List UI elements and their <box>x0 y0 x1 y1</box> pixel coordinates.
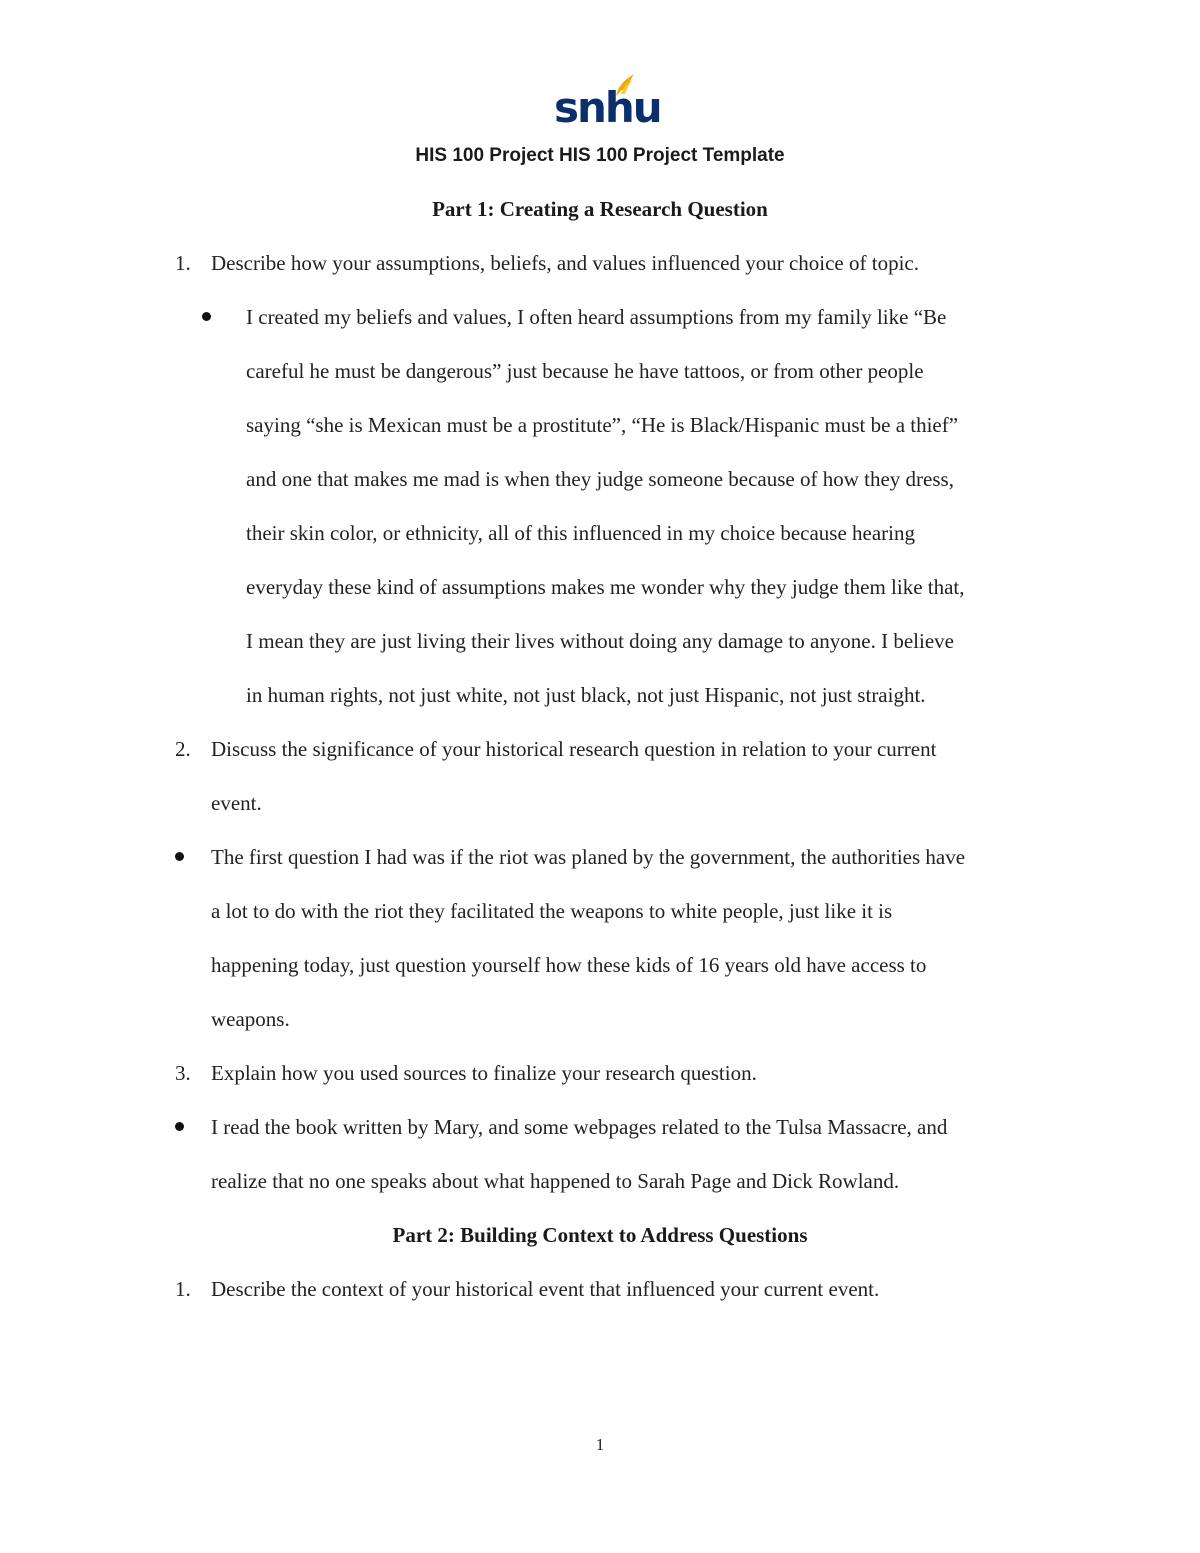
answer-line: I created my beliefs and values, I often heard assumptions from my family like “Be <box>246 305 947 329</box>
answer-line: happening today, just question yourself how these kids of 16 years old have access to <box>211 953 927 977</box>
question-text: Describe how your assumptions, beliefs, and values influenced your choice of topic. <box>211 251 919 275</box>
part1-heading: Part 1: Creating a Research Question <box>432 197 768 221</box>
answer-line: and one that makes me mad is when they judge someone because of how they dress, <box>246 467 954 491</box>
answer-line: a lot to do with the riot they facilitated the weapons to white people, just like it is <box>211 899 893 923</box>
page-number: 1 <box>595 1435 605 1454</box>
answer-line: weapons. <box>211 1007 290 1031</box>
question-number: 1. <box>175 1277 191 1301</box>
question-text: Explain how you used sources to finalize your research question. <box>211 1061 757 1085</box>
question-text: Describe the context of your historical event that influenced your current event. <box>211 1277 880 1301</box>
bullet-icon <box>175 1122 184 1131</box>
answer-line: everyday these kind of assumptions makes me wonder why they judge them like that, <box>246 575 965 599</box>
answer-line: saying “she is Mexican must be a prostitute”, “He is Black/Hispanic must be a thief” <box>246 413 959 437</box>
answer-line: in human rights, not just white, not just black, not just Hispanic, not just straight. <box>246 683 926 707</box>
answer-line: The first question I had was if the riot was planed by the government, the authorities have <box>211 845 966 869</box>
document-title: HIS 100 Project HIS 100 Project Template <box>415 145 785 166</box>
logo-wordmark: snhu <box>554 83 661 132</box>
answer-line: I read the book written by Mary, and some webpages related to the Tulsa Massacre, and <box>211 1115 948 1139</box>
answer-line: careful he must be dangerous” just because he have tattoos, or from other people <box>246 359 924 383</box>
question-number: 2. <box>175 737 191 761</box>
answer-line: their skin color, or ethnicity, all of this influenced in my choice because hearing <box>246 521 915 545</box>
bullet-icon <box>202 312 211 321</box>
question-number: 1. <box>175 251 191 275</box>
answer-line: I mean they are just living their lives without doing any damage to anyone. I believe <box>246 629 954 653</box>
question-number: 3. <box>175 1061 191 1085</box>
answer-line: realize that no one speaks about what happened to Sarah Page and Dick Rowland. <box>211 1169 900 1193</box>
question-text: Discuss the significance of your historical research question in relation to your current <box>211 737 937 761</box>
bullet-icon <box>175 852 184 861</box>
question-text: event. <box>211 791 262 815</box>
part2-heading: Part 2: Building Context to Address Questions <box>392 1223 808 1247</box>
snhu-logo <box>554 72 661 134</box>
